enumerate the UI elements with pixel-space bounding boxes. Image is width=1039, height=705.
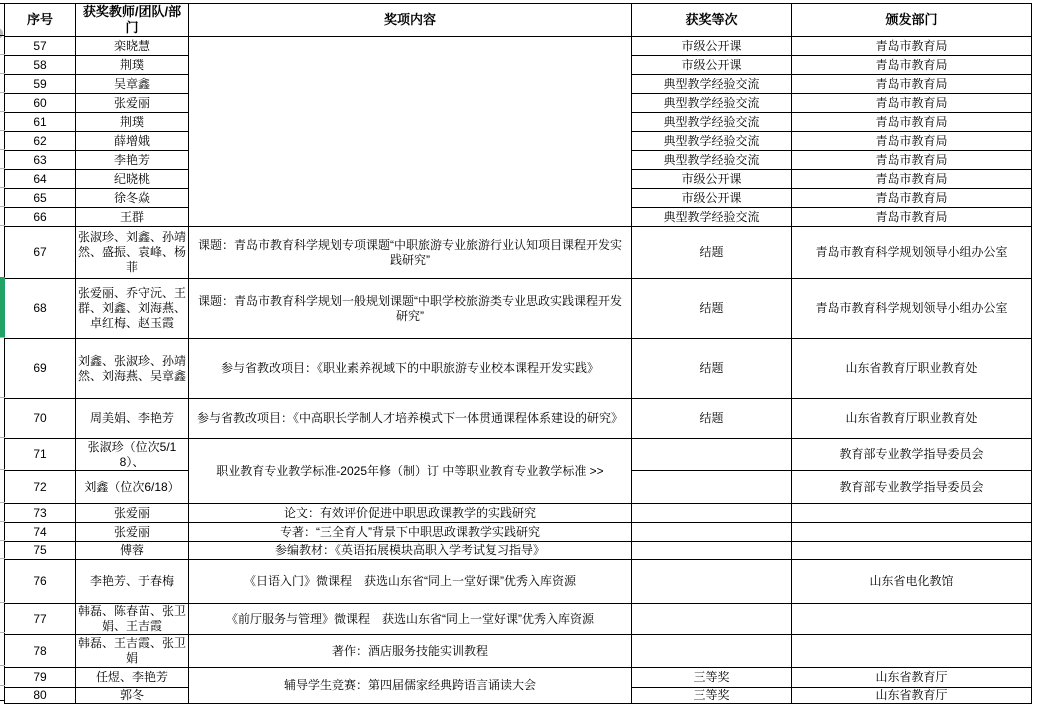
gridline-tick — [0, 540, 5, 541]
issuing-dept-cell[interactable] — [792, 604, 1032, 635]
teacher-cell[interactable]: 吴章鑫 — [76, 75, 189, 94]
row-number-cell[interactable]: 68 — [5, 279, 76, 339]
row-number-cell[interactable]: 80 — [5, 688, 76, 704]
table-row — [5, 339, 1032, 399]
award-level-cell[interactable]: 结题 — [632, 339, 792, 399]
gridline-tick — [0, 397, 5, 398]
gridline-tick — [0, 700, 5, 701]
header-dept[interactable]: 颁发部门 — [792, 4, 1032, 37]
award-level-cell[interactable] — [632, 439, 792, 471]
award-level-cell[interactable] — [632, 523, 792, 542]
award-level-cell[interactable] — [632, 471, 792, 504]
issuing-dept-cell[interactable]: 青岛市教育科学规划领导小组办公室 — [792, 227, 1032, 279]
issuing-dept-cell[interactable]: 教育部专业教学指导委员会 — [792, 471, 1032, 504]
gridline-tick — [0, 149, 5, 150]
issuing-dept-cell[interactable]: 青岛市教育局 — [792, 37, 1032, 56]
row-number-cell[interactable]: 73 — [5, 504, 76, 523]
issuing-dept-cell[interactable]: 青岛市教育局 — [792, 94, 1032, 113]
teacher-cell[interactable]: 徐冬焱 — [76, 189, 189, 208]
award-level-cell[interactable] — [632, 604, 792, 635]
table-row — [5, 635, 1032, 668]
teacher-cell[interactable]: 张爱丽 — [76, 504, 189, 523]
gridline-tick — [0, 521, 5, 522]
gridline-tick — [0, 437, 5, 438]
gridline-tick — [0, 206, 5, 207]
award-content-cell[interactable]: 《日语入门》微课程 获选山东省“同上一堂好课”优秀入库资源 — [189, 560, 632, 604]
teacher-cell[interactable]: 郭冬 — [76, 688, 189, 704]
gridline-tick — [0, 469, 5, 470]
table-row — [5, 37, 1032, 56]
gridline-tick — [0, 111, 5, 112]
gridline-tick — [0, 73, 5, 74]
row-number-cell[interactable]: 76 — [5, 560, 76, 604]
issuing-dept-cell[interactable]: 山东省教育厅 — [792, 688, 1032, 704]
row-number-cell[interactable]: 71 — [5, 439, 76, 471]
issuing-dept-cell[interactable] — [792, 635, 1032, 668]
table-row — [5, 542, 1032, 560]
award-content-cell[interactable]: 课题：青岛市教育科学规划一般规划课题“中职学校旅游类专业思政实践课程开发研究” — [189, 279, 632, 339]
gridline-tick — [0, 685, 5, 686]
award-content-cell[interactable]: 《前厅服务与管理》微课程 获选山东省“同上一堂好课”优秀入库资源 — [189, 604, 632, 635]
award-level-cell[interactable]: 典型教学经验交流 — [632, 151, 792, 170]
row-number-cell[interactable]: 63 — [5, 151, 76, 170]
gridline-tick — [0, 665, 5, 666]
teacher-cell[interactable]: 薛增娥 — [76, 132, 189, 151]
row-number-cell[interactable]: 61 — [5, 113, 76, 132]
row-number-cell[interactable]: 78 — [5, 635, 76, 668]
teacher-cell[interactable]: 韩磊、王吉霞、张卫娟 — [76, 635, 189, 668]
issuing-dept-cell[interactable]: 青岛市教育局 — [792, 113, 1032, 132]
issuing-dept-cell[interactable]: 青岛市教育局 — [792, 170, 1032, 189]
award-level-cell[interactable]: 市级公开课 — [632, 37, 792, 56]
award-level-cell[interactable] — [632, 635, 792, 668]
row-number-cell[interactable]: 60 — [5, 94, 76, 113]
teacher-cell[interactable]: 刘鑫（位次6/18） — [76, 471, 189, 504]
header-row — [5, 4, 1032, 37]
gridline-tick — [0, 558, 5, 559]
row-number-cell[interactable]: 69 — [5, 339, 76, 399]
award-level-cell[interactable] — [632, 560, 792, 604]
award-content-cell[interactable]: 著作：酒店服务技能实训教程 — [189, 635, 632, 668]
issuing-dept-cell[interactable]: 青岛市教育科学规划领导小组办公室 — [792, 279, 1032, 339]
selected-cell-edge — [0, 277, 5, 337]
issuing-dept-cell[interactable]: 教育部专业教学指导委员会 — [792, 439, 1032, 471]
table-row — [5, 604, 1032, 635]
award-level-cell[interactable] — [632, 542, 792, 560]
teacher-cell[interactable]: 张淑珍、刘鑫、孙靖然、盛振、袁峰、杨菲 — [76, 227, 189, 279]
issuing-dept-cell[interactable]: 青岛市教育局 — [792, 208, 1032, 227]
award-level-cell[interactable]: 典型教学经验交流 — [632, 208, 792, 227]
row-number-cell[interactable]: 59 — [5, 75, 76, 94]
issuing-dept-cell[interactable] — [792, 523, 1032, 542]
header-level[interactable]: 获奖等次 — [632, 4, 792, 37]
row-number-cell[interactable]: 70 — [5, 399, 76, 439]
teacher-cell[interactable]: 任煜、李艳芳 — [76, 668, 189, 688]
gridline-tick — [0, 35, 5, 36]
award-level-cell[interactable]: 市级公开课 — [632, 56, 792, 75]
issuing-dept-cell[interactable] — [792, 542, 1032, 560]
table-row — [5, 399, 1032, 439]
award-level-cell[interactable] — [632, 504, 792, 523]
award-content-cell[interactable]: 参编教材：《英语拓展模块高职入学考试复习指导》 — [189, 542, 632, 560]
row-number-cell[interactable]: 66 — [5, 208, 76, 227]
gridline-tick — [0, 54, 5, 55]
award-content-cell[interactable]: 参与省教改项目：《职业素养视域下的中职旅游专业校本课程开发实践》 — [189, 339, 632, 399]
row-number-cell[interactable]: 65 — [5, 189, 76, 208]
issuing-dept-cell[interactable]: 青岛市教育局 — [792, 132, 1032, 151]
row-number-cell[interactable]: 67 — [5, 227, 76, 279]
gridline-tick — [0, 602, 5, 603]
teacher-cell[interactable]: 荆璞 — [76, 56, 189, 75]
gridline-tick — [0, 632, 5, 633]
teacher-cell[interactable]: 韩磊、陈春苗、张卫娟、王吉霞 — [76, 604, 189, 635]
award-level-cell[interactable]: 市级公开课 — [632, 170, 792, 189]
awards-table — [4, 3, 1032, 704]
teacher-cell[interactable]: 李艳芳 — [76, 151, 189, 170]
gridline-tick — [0, 225, 5, 226]
row-number-cell[interactable]: 79 — [5, 668, 76, 688]
teacher-cell[interactable]: 张爱丽、乔守沅、王群、刘鑫、刘海燕、卓红梅、赵玉霞 — [76, 279, 189, 339]
teacher-cell[interactable]: 栾晓慧 — [76, 37, 189, 56]
header-teacher[interactable]: 获奖教师/团队/部门 — [76, 4, 189, 37]
teacher-cell[interactable]: 张爱丽 — [76, 523, 189, 542]
teacher-cell[interactable]: 张淑珍（位次5/18）、 — [76, 439, 189, 471]
award-content-cell[interactable]: 专著：“三全育人”背景下中职思政课教学实践研究 — [189, 523, 632, 542]
table-row — [5, 560, 1032, 604]
gridline-tick — [0, 187, 5, 188]
row-number-cell[interactable]: 72 — [5, 471, 76, 504]
teacher-cell[interactable]: 张爱丽 — [76, 94, 189, 113]
award-level-cell[interactable]: 市级公开课 — [632, 189, 792, 208]
issuing-dept-cell[interactable]: 山东省电化教馆 — [792, 560, 1032, 604]
gridline-tick — [0, 3, 5, 4]
teacher-cell[interactable]: 刘鑫、张淑珍、孙靖然、刘海燕、吴章鑫 — [76, 339, 189, 399]
award-level-cell[interactable]: 三等奖 — [632, 668, 792, 688]
row-number-cell[interactable]: 57 — [5, 37, 76, 56]
gridline-tick — [0, 92, 5, 93]
gridline-tick — [0, 337, 5, 338]
gridline-tick — [0, 502, 5, 503]
award-content-cell[interactable]: 课题：青岛市教育科学规划专项课题“中职旅游专业旅游行业认知项目课程开发实践研究” — [189, 227, 632, 279]
teacher-cell[interactable]: 傅蓉 — [76, 542, 189, 560]
teacher-cell[interactable]: 周美娟、李艳芳 — [76, 399, 189, 439]
award-level-cell[interactable]: 典型教学经验交流 — [632, 75, 792, 94]
table-row — [5, 668, 1032, 688]
award-level-cell[interactable]: 结题 — [632, 227, 792, 279]
issuing-dept-cell[interactable]: 山东省教育厅职业教育处 — [792, 399, 1032, 439]
issuing-dept-cell[interactable]: 青岛市教育局 — [792, 189, 1032, 208]
issuing-dept-cell[interactable]: 青岛市教育局 — [792, 151, 1032, 170]
row-number-cell[interactable]: 77 — [5, 604, 76, 635]
gridline-tick — [0, 130, 5, 131]
issuing-dept-cell[interactable]: 山东省教育厅职业教育处 — [792, 339, 1032, 399]
table-row — [5, 523, 1032, 542]
table-row — [5, 439, 1032, 471]
table-row — [5, 279, 1032, 339]
award-content-cell[interactable]: 职业教育专业教学标准-2025年修（制）订 中等职业教育专业教学标准 >> — [189, 439, 632, 504]
header-no[interactable]: 序号 — [5, 4, 76, 37]
award-level-cell[interactable]: 典型教学经验交流 — [632, 132, 792, 151]
award-level-cell[interactable]: 典型教学经验交流 — [632, 113, 792, 132]
issuing-dept-cell[interactable]: 青岛市教育局 — [792, 75, 1032, 94]
issuing-dept-cell[interactable]: 山东省教育厅 — [792, 668, 1032, 688]
header-content[interactable]: 奖项内容 — [189, 4, 632, 37]
award-level-cell[interactable]: 典型教学经验交流 — [632, 94, 792, 113]
award-content-cell[interactable]: 论文：有效评价促进中职思政课教学的实践研究 — [189, 504, 632, 523]
teacher-cell[interactable]: 李艳芳、于春梅 — [76, 560, 189, 604]
award-content-cell[interactable] — [189, 37, 632, 227]
award-level-cell[interactable]: 三等奖 — [632, 688, 792, 704]
award-content-cell[interactable]: 参与省教改项目：《中高职长学制人才培养模式下一体贯通课程体系建设的研究》 — [189, 399, 632, 439]
table-row — [5, 504, 1032, 523]
teacher-cell[interactable]: 纪晓桃 — [76, 170, 189, 189]
issuing-dept-cell[interactable] — [792, 504, 1032, 523]
row-number-cell[interactable]: 74 — [5, 523, 76, 542]
row-number-cell[interactable]: 75 — [5, 542, 76, 560]
row-number-cell[interactable]: 64 — [5, 170, 76, 189]
award-level-cell[interactable]: 结题 — [632, 399, 792, 439]
teacher-cell[interactable]: 王群 — [76, 208, 189, 227]
award-level-cell[interactable]: 结题 — [632, 279, 792, 339]
teacher-cell[interactable]: 荆璞 — [76, 113, 189, 132]
row-number-cell[interactable]: 58 — [5, 56, 76, 75]
award-content-cell[interactable]: 辅导学生竞赛：第四届儒家经典跨语言诵读大会 — [189, 668, 632, 704]
row-number-cell[interactable]: 62 — [5, 132, 76, 151]
gridline-tick — [0, 168, 5, 169]
table-row — [5, 227, 1032, 279]
issuing-dept-cell[interactable]: 青岛市教育局 — [792, 56, 1032, 75]
